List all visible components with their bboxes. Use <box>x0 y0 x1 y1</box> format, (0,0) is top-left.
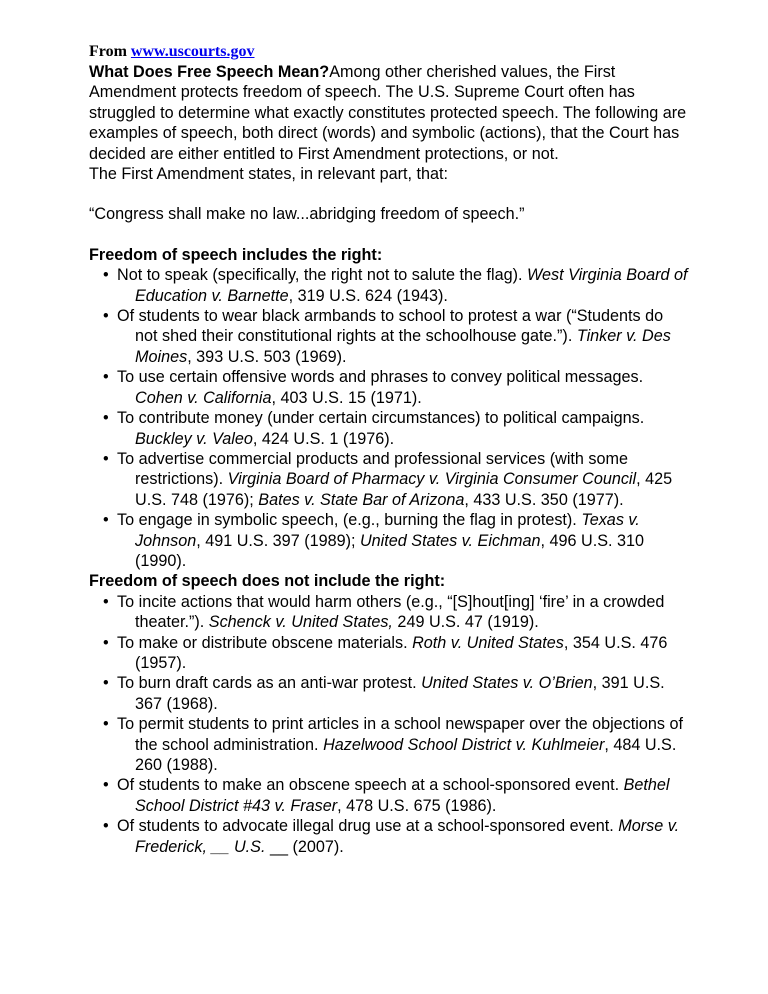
bullet-icon: • <box>103 633 109 652</box>
amendment-quote: “Congress shall make no law...abridging freedom of speech.” <box>89 205 525 224</box>
bullet-icon: • <box>103 592 109 611</box>
case-citation: Schenck v. United States, <box>208 613 393 632</box>
list-item <box>89 408 689 449</box>
item-text: , 491 U.S. 397 (1989); <box>196 531 360 550</box>
case-citation: Cohen v. California <box>135 388 272 407</box>
intro-line2: The First Amendment states, in relevant part, that: <box>89 165 448 184</box>
item-text: To contribute money (under certain circumstances) to political campaigns. <box>117 409 645 428</box>
includes-list <box>89 265 689 571</box>
item-text: Of students to wear black armbands to school to protest a war (“Students do not shed their constitutional rights at the schoolhouse gate.”). <box>117 307 664 346</box>
list-item <box>89 816 689 857</box>
item-text: To incite actions that would harm others (e.g., “[S]hout[ing] ‘fire’ in a crowded theater.”). <box>117 592 665 632</box>
list-item <box>89 265 689 306</box>
item-text: Of students to advocate illegal drug use at a school-sponsored event. <box>117 817 619 836</box>
list-item <box>89 510 689 571</box>
intro-body: Among other cherished values, the First Amendment protects freedom of speech. The U.S. Supreme Court often has struggled to determine what exactly constitutes protected speech. The following are examples of speech, both direct (words) and symbolic (actions), that the Court has decided are either entitled to First Amendment protections, or not. <box>89 63 687 163</box>
list-item <box>89 592 689 633</box>
list-item <box>89 449 689 510</box>
item-text: Of students to make an obscene speech at a school-sponsored event. <box>117 776 624 795</box>
item-text: , 478 U.S. 675 (1986). <box>337 796 497 815</box>
includes-heading: Freedom of speech includes the right: <box>89 245 383 264</box>
case-citation: Buckley v. Valeo <box>135 429 253 448</box>
item-text: , 484 U.S. 260 (1988). <box>135 735 677 774</box>
excludes-heading: Freedom of speech does not include the right: <box>89 572 446 591</box>
source-link[interactable]: www.uscourts.gov <box>130 43 255 60</box>
case-citation: Morse v. Frederick, __ U.S. <box>135 817 680 856</box>
source-line <box>89 42 689 62</box>
item-text: To burn draft cards as an anti-war protest. <box>117 674 422 693</box>
bullet-icon: • <box>103 307 109 326</box>
item-text: To make or distribute obscene materials. <box>117 633 413 652</box>
case-citation: Virginia Board of Pharmacy v. Virginia Consumer Council <box>227 470 637 489</box>
bullet-icon: • <box>103 409 109 428</box>
list-item <box>89 775 689 816</box>
case-citation: West Virginia Board of Education v. Barnette <box>135 266 688 305</box>
list-item <box>89 714 689 775</box>
item-text: , 391 U.S. 367 (1968). <box>135 674 665 713</box>
bullet-icon: • <box>103 511 109 530</box>
excludes-list <box>89 592 689 857</box>
item-text: To engage in symbolic speech, (e.g., burning the flag in protest). <box>117 511 582 530</box>
item-text: , 403 U.S. 15 (1971). <box>271 388 422 407</box>
source-prefix: From <box>89 43 131 60</box>
document-page <box>89 42 689 857</box>
item-text: 249 U.S. 47 (1919). <box>392 613 539 632</box>
intro-heading: What Does Free Speech Mean? <box>89 63 330 81</box>
bullet-icon: • <box>103 776 109 795</box>
case-citation: Roth v. United States <box>412 633 564 652</box>
case-citation: United States v. O’Brien <box>421 674 593 693</box>
item-text: To advertise commercial products and professional services (with some restrictions). <box>117 449 629 489</box>
case-citation: Hazelwood School District v. Kuhlmeier <box>323 735 605 754</box>
case-citation: Bethel School District #43 v. Fraser <box>135 776 670 815</box>
item-text: To use certain offensive words and phrases to convey political messages. <box>117 368 644 387</box>
case-citation: Texas v. Johnson <box>135 511 640 550</box>
bullet-icon: • <box>103 368 109 387</box>
intro-paragraph <box>89 62 689 164</box>
case-citation: Tinker v. Des Moines <box>135 327 671 366</box>
list-item <box>89 306 689 367</box>
list-item <box>89 673 689 714</box>
bullet-icon: • <box>103 715 109 734</box>
item-text: , 425 U.S. 748 (1976); <box>135 470 673 509</box>
item-text: , 496 U.S. 310 (1990). <box>135 531 645 570</box>
item-text: , 393 U.S. 503 (1969). <box>187 347 347 366</box>
item-text: , 433 U.S. 350 (1977). <box>464 490 624 509</box>
bullet-icon: • <box>103 449 109 468</box>
list-item <box>89 367 689 408</box>
list-item <box>89 633 689 674</box>
item-text: , 354 U.S. 476 (1957). <box>135 633 668 672</box>
bullet-icon: • <box>103 817 109 836</box>
bullet-icon: • <box>103 266 109 285</box>
item-text: , 319 U.S. 624 (1943). <box>288 286 448 305</box>
case-citation: Bates v. State Bar of Arizona <box>258 490 465 509</box>
item-text: Not to speak (specifically, the right not to salute the flag). <box>117 266 527 285</box>
case-citation: United States v. Eichman <box>359 531 541 550</box>
bullet-icon: • <box>103 674 109 693</box>
item-text: , 424 U.S. 1 (1976). <box>252 429 395 448</box>
item-text: __ (2007). <box>265 837 344 856</box>
item-text: To permit students to print articles in a school newspaper over the objections of the school administration. <box>117 715 683 754</box>
